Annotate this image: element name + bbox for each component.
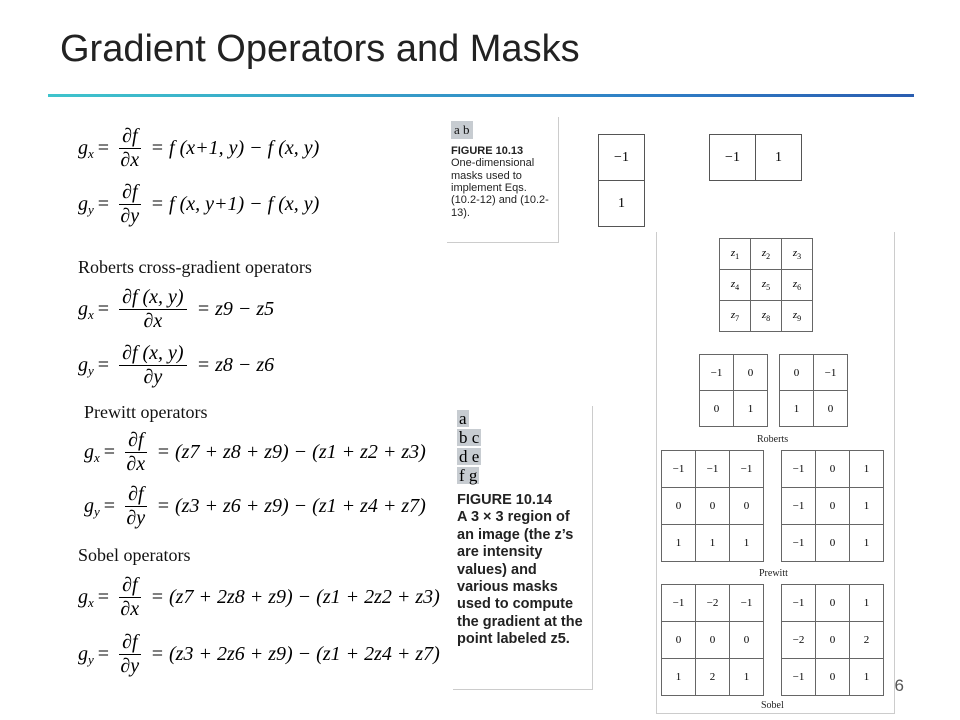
equation-rhs: = f (x, y+1) − f (x, y) [150, 193, 320, 215]
mask-cell: −2 [696, 585, 730, 622]
fraction-denominator: ∂x [143, 310, 163, 332]
mask-cell: −1 [662, 585, 696, 622]
sobel-mask-label: Sobel [761, 700, 784, 711]
fraction [119, 632, 140, 677]
figure-10-14-text: A 3 × 3 region of an image (the z’s are intensity values) and various masks used to compute the gradient at the point labeled z5. [457, 509, 583, 648]
fraction [119, 575, 140, 620]
tag-bc: b c [459, 428, 480, 447]
equals-sign: = [97, 137, 110, 159]
mask-cell: −1 [730, 451, 764, 488]
fraction-numerator: ∂f (x, y) [119, 287, 187, 310]
equation-gx-sobel [78, 575, 440, 620]
figure-10-14-tags [457, 410, 588, 486]
fraction-numerator: ∂f [125, 430, 146, 453]
fraction-numerator: ∂f [119, 182, 140, 205]
mask-cell: 0 [662, 488, 696, 525]
fraction-denominator: ∂y [126, 507, 146, 529]
mask-cell: −1 [782, 488, 816, 525]
mask-cell: 1 [850, 488, 884, 525]
fraction [125, 484, 146, 529]
fraction-denominator: ∂y [120, 655, 140, 677]
mask-cell: 0 [730, 488, 764, 525]
mask-cell: 0 [814, 391, 848, 427]
equation-gy-sobel [78, 632, 440, 677]
mask-cell: −1 [782, 451, 816, 488]
mask-cell: 1 [730, 659, 764, 696]
region-cell: $z_1$ [720, 239, 751, 270]
mask-cell: 1 [599, 181, 645, 227]
mask-cell: −1 [782, 585, 816, 622]
mask-cell: 0 [816, 525, 850, 562]
fraction-denominator: ∂x [120, 149, 140, 171]
equation-rhs: = f (x+1, y) − f (x, y) [150, 137, 320, 159]
equation-gx-basic [78, 126, 319, 171]
equation-lhs [78, 354, 94, 377]
fraction-numerator: ∂f [125, 484, 146, 507]
equation-rhs: = z8 − z6 [196, 354, 275, 376]
page-number: 6 [894, 676, 904, 695]
region-cell: $z_6$ [782, 270, 813, 301]
mask-cell: 1 [734, 391, 768, 427]
region-cell: $z_8$ [751, 301, 782, 332]
mask-cell: 0 [734, 355, 768, 391]
mask-cell: 2 [696, 659, 730, 696]
fraction [119, 287, 187, 332]
equation-lhs-subscript: x [94, 450, 100, 465]
tag-fg: f g [459, 466, 478, 485]
roberts-label: Roberts cross-gradient operators [78, 257, 312, 277]
fraction [119, 343, 187, 388]
mask-cell: 0 [816, 451, 850, 488]
mask-cell: 1 [696, 525, 730, 562]
mask-cell: −1 [814, 355, 848, 391]
mask-cell: −1 [710, 135, 756, 181]
equals-sign: = [97, 354, 110, 376]
mask-cell: −2 [782, 622, 816, 659]
mask-cell: 1 [756, 135, 802, 181]
figure-10-14-caption-card [453, 406, 593, 690]
mask-cell: 0 [696, 622, 730, 659]
mask-cell: 1 [662, 659, 696, 696]
mask-cell: 0 [700, 391, 734, 427]
equation-lhs [78, 586, 94, 609]
equation-rhs: = z9 − z5 [196, 298, 275, 320]
vertical-1d-mask [598, 134, 645, 227]
tag-a: a [459, 409, 467, 428]
region-cell: $z_7$ [720, 301, 751, 332]
mask-cell: −1 [782, 659, 816, 696]
equation-lhs-subscript: y [94, 504, 100, 519]
fraction [119, 126, 140, 171]
horizontal-1d-mask [709, 134, 802, 181]
prewitt-mask-1 [661, 450, 764, 562]
equation-lhs-symbol: g [78, 354, 88, 376]
fraction-numerator: ∂f [119, 575, 140, 598]
mask-cell: 2 [850, 622, 884, 659]
sobel-mask-2 [781, 584, 884, 696]
equals-sign: = [97, 193, 110, 215]
equation-lhs-symbol: g [78, 643, 88, 665]
figure-10-13-tags: a b [451, 121, 473, 139]
prewitt-mask-2 [781, 450, 884, 562]
mask-cell: 0 [816, 622, 850, 659]
equation-lhs-subscript: x [88, 146, 94, 161]
fraction [125, 430, 146, 475]
equation-lhs [78, 643, 94, 666]
equation-rhs: = (z7 + z8 + z9) − (z1 + z2 + z3) [156, 441, 426, 463]
fraction-denominator: ∂x [126, 453, 146, 475]
equals-sign: = [97, 298, 110, 320]
mask-cell: −1 [599, 135, 645, 181]
mask-cell: 0 [662, 622, 696, 659]
equation-gx-prewitt [84, 430, 426, 475]
equation-rhs: = (z3 + z6 + z9) − (z1 + z4 + z7) [156, 495, 426, 517]
equation-lhs-subscript: x [88, 595, 94, 610]
figure-10-13-caption-card [447, 117, 559, 243]
mask-cell: 1 [662, 525, 696, 562]
fraction-denominator: ∂y [120, 205, 140, 227]
region-3x3 [719, 238, 813, 332]
equals-sign: = [103, 495, 116, 517]
fraction-numerator: ∂f [119, 126, 140, 149]
mask-cell: 1 [730, 525, 764, 562]
roberts-mask-label: Roberts [757, 434, 789, 445]
roberts-mask-2 [779, 354, 848, 427]
region-cell: $z_3$ [782, 239, 813, 270]
fraction-numerator: ∂f (x, y) [119, 343, 187, 366]
equation-gy-roberts [78, 343, 274, 388]
mask-cell: 1 [850, 525, 884, 562]
figure-10-14-title: FIGURE 10.14 [457, 492, 553, 508]
equals-sign: = [97, 643, 110, 665]
equals-sign: = [103, 441, 116, 463]
mask-cell: 1 [850, 659, 884, 696]
equation-lhs-symbol: g [78, 586, 88, 608]
slide-title: Gradient Operators and Masks [60, 28, 580, 70]
mask-cell: −1 [782, 525, 816, 562]
prewitt-mask-label: Prewitt [759, 568, 788, 579]
mask-cell: 0 [780, 355, 814, 391]
sobel-mask-1 [661, 584, 764, 696]
equation-lhs [78, 193, 94, 216]
equation-lhs-symbol: g [78, 193, 88, 215]
mask-cell: −1 [700, 355, 734, 391]
fraction-numerator: ∂f [119, 632, 140, 655]
equation-lhs [84, 495, 100, 518]
region-cell: $z_9$ [782, 301, 813, 332]
figure-10-13-title: FIGURE 10.13 [451, 145, 524, 157]
equation-gy-basic [78, 182, 319, 227]
mask-cell: 0 [816, 488, 850, 525]
equation-lhs-subscript: y [88, 652, 94, 667]
sobel-label: Sobel operators [78, 545, 191, 565]
fraction-denominator: ∂x [120, 598, 140, 620]
tag-de: d e [459, 447, 480, 466]
region-cell: $z_4$ [720, 270, 751, 301]
equation-rhs: = (z3 + 2z6 + z9) − (z1 + 2z4 + z7) [150, 643, 440, 665]
mask-cell: 1 [850, 585, 884, 622]
equation-lhs [78, 137, 94, 160]
equation-lhs-symbol: g [84, 495, 94, 517]
region-cell: $z_2$ [751, 239, 782, 270]
equals-sign: = [97, 586, 110, 608]
equation-lhs-symbol: g [78, 298, 88, 320]
mask-cell: −1 [730, 585, 764, 622]
mask-cell: −1 [662, 451, 696, 488]
roberts-mask-1 [699, 354, 768, 427]
fraction-denominator: ∂y [143, 366, 163, 388]
equation-lhs-subscript: y [88, 363, 94, 378]
prewitt-label: Prewitt operators [84, 402, 208, 422]
equation-lhs-subscript: y [88, 202, 94, 217]
equation-lhs-subscript: x [88, 307, 94, 322]
mask-cell: 0 [730, 622, 764, 659]
equation-gx-roberts [78, 287, 274, 332]
mask-cell: 1 [850, 451, 884, 488]
figure-10-14-masks-panel [656, 232, 895, 714]
figure-10-13-text: One-dimensional masks used to implement Eqs. (10.2-12) and (10.2-13). [451, 157, 549, 219]
equation-rhs: = (z7 + 2z8 + z9) − (z1 + 2z2 + z3) [150, 586, 440, 608]
equation-lhs [78, 298, 94, 321]
mask-cell: −1 [696, 451, 730, 488]
equation-lhs-symbol: g [78, 137, 88, 159]
equation-lhs-symbol: g [84, 441, 94, 463]
region-cell: $z_5$ [751, 270, 782, 301]
fraction [119, 182, 140, 227]
mask-cell: 0 [816, 585, 850, 622]
equation-lhs [84, 441, 100, 464]
mask-cell: 0 [816, 659, 850, 696]
equation-gy-prewitt [84, 484, 426, 529]
mask-cell: 0 [696, 488, 730, 525]
title-divider [48, 94, 914, 97]
mask-cell: 1 [780, 391, 814, 427]
